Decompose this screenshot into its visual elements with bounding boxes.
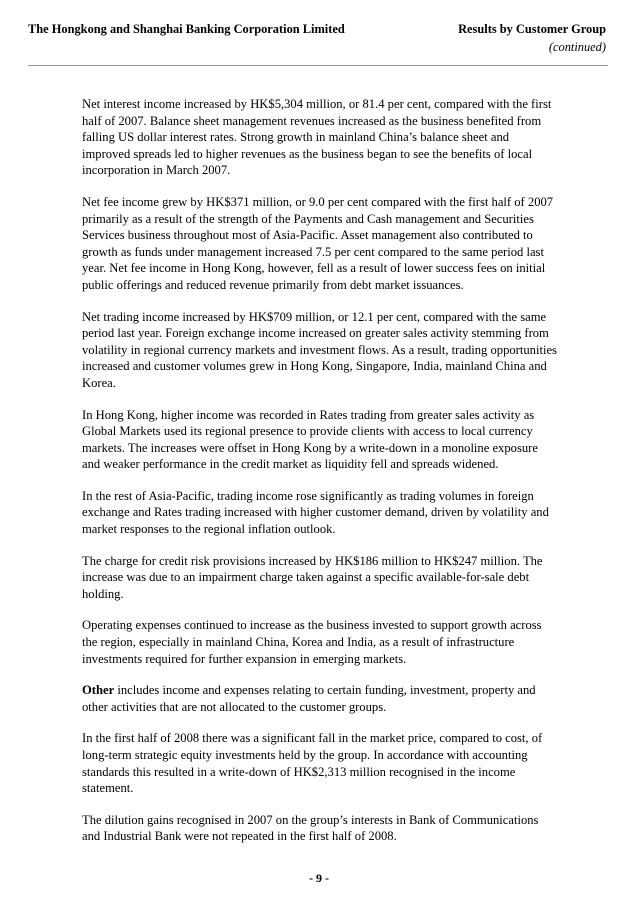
section-title: Results by Customer Group xyxy=(458,22,606,36)
paragraph-text: Operating expenses continued to increase as the business invested to support growth across the region, especially in mainland China, Korea and India, as a result of infrastructure investments required for further expansion in emerging markets. xyxy=(82,618,542,666)
paragraph-text: In the rest of Asia-Pacific, trading income rose significantly as trading volumes in foreign exchange and Rates trading increased with higher customer demand, driven by volatility and market responses to the regional inflation outlook. xyxy=(82,488,549,537)
paragraph-rest-of-asia-pacific xyxy=(82,488,558,538)
paragraph-text: In Hong Kong, higher income was recorded in Rates trading from greater sales activity as Global Markets used its regional presence to provide clients with access to local currency markets. The increases were offset in Hong Kong by a write-down in a monoline exposure and weaker performance in the credit market as liquidity fell and spreads widened. xyxy=(82,407,538,472)
paragraph-text: In the first half of 2008 there was a significant fall in the market price, compared to cost, of long-term strategic equity investments held by the group. In accordance with accounting standards this resulted in a write-down of HK$2,313 million recognised in the income statement. xyxy=(82,731,543,796)
page-header xyxy=(28,22,608,62)
paragraph-hong-kong-trading xyxy=(82,407,558,473)
paragraph-operating-expenses xyxy=(82,617,558,667)
section-continued-label: (continued) xyxy=(548,40,606,54)
paragraph-credit-risk-provisions xyxy=(82,553,558,603)
paragraph-text: includes income and expenses relating to certain funding, investment, property and other activities that are not allocated to the customer groups. xyxy=(82,683,536,714)
paragraph-net-fee-income xyxy=(82,194,558,294)
paragraph-other xyxy=(82,682,558,715)
paragraph-lead: Other xyxy=(82,683,115,698)
paragraph-text: Net fee income grew by HK$371 million, or 9.0 per cent compared with the first half of 2007 primarily as a result of the strength of the Payments and Cash management and Securities Services business throughout most of Asia-Pacific. Asset management also contributed to growth as funds under management increased 7.5 per cent compared to the same period last year. Net fee income in Hong Kong, however, fell as a result of lower success fees on initial public offerings and reduced revenue primarily from debt market issuances. xyxy=(82,194,554,292)
paragraph-dilution-gains xyxy=(82,812,558,845)
paragraph-text: The charge for credit risk provisions increased by HK$186 million to HK$247 million. The increase was due to an impairment charge taken against a specific available-for-sale debt holding. xyxy=(82,553,543,601)
header-divider xyxy=(28,65,608,66)
paragraph-text: The dilution gains recognised in 2007 on the group’s interests in Bank of Communications and Industrial Bank were not repeated in the first half of 2008. xyxy=(82,812,539,844)
paragraph-text: Net interest income increased by HK$5,304 million, or 81.4 per cent, compared with the first half of 2007. Balance sheet management revenues increased as the business benefited from falling US dollar interest rates. Strong growth in mainland China’s balance sheet and improved spreads led to higher revenues as the business began to see the benefits of local incorporation in March 2007. xyxy=(82,97,552,178)
paragraph-net-trading-income xyxy=(82,309,558,392)
body-text xyxy=(82,96,558,860)
company-name: The Hongkong and Shanghai Banking Corporation Limited xyxy=(28,22,345,36)
paragraph-equity-write-down xyxy=(82,730,558,796)
page-number: - 9 - xyxy=(309,871,329,885)
paragraph-text: Net trading income increased by HK$709 million, or 12.1 per cent, compared with the same period last year. Foreign exchange income increased on greater sales activity stemming from volatility in regional currency markets and investment flows. As a result, trading opportunities increased and customer volumes grew in Hong Kong, Singapore, India, mainland China and Korea. xyxy=(82,309,557,390)
paragraph-net-interest-income xyxy=(82,96,558,179)
